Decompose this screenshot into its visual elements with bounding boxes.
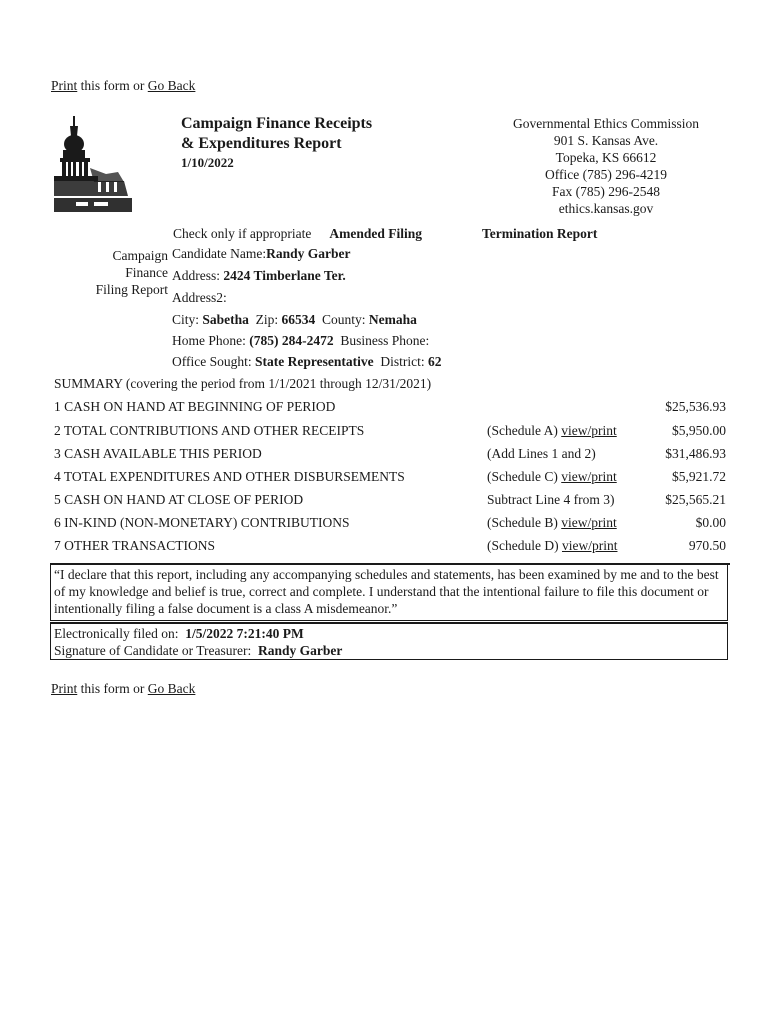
summary-row [54, 423, 730, 446]
district-value: 62 [427, 354, 442, 369]
report-title: Campaign Finance Receipts [181, 115, 373, 132]
filing-check-row [173, 226, 422, 242]
summary-row-label: 3 CASH AVAILABLE THIS PERIOD [54, 446, 262, 461]
summary-row-label: 7 OTHER TRANSACTIONS [54, 538, 216, 553]
candidate-name: Randy Garber [266, 246, 351, 261]
summary-row-schedule [487, 423, 617, 439]
summary-row-label: 5 CASH ON HAND AT CLOSE OF PERIOD [54, 492, 304, 507]
agency-line: Office (785) 296-4219 [545, 167, 667, 182]
summary-row-amount: $25,565.21 [665, 492, 726, 507]
go-back-link[interactable]: Go Back [147, 681, 196, 696]
agency-line: 901 S. Kansas Ave. [553, 133, 659, 148]
summary-row [54, 538, 730, 561]
signature-label: Signature of Candidate or Treasurer: [54, 643, 258, 658]
signature-value: Randy Garber [257, 643, 343, 658]
schedule-text: (Schedule A) [487, 423, 562, 438]
schedule-text: (Schedule C) [487, 469, 562, 484]
filed-on-row [54, 625, 724, 642]
filing-report-line: Finance [125, 265, 168, 280]
business-phone-label: Business Phone: [333, 333, 430, 348]
summary-row-amount: $5,921.72 [672, 469, 726, 484]
summary-row [54, 446, 730, 469]
schedule-b-view-print-link[interactable]: view/print [561, 515, 617, 530]
summary-row-amount: $25,536.93 [665, 399, 726, 414]
termination-report-label: Termination Report [482, 226, 598, 241]
office-value: State Representative [255, 354, 374, 369]
city-value: Sabetha [202, 312, 249, 327]
summary-row-schedule [487, 538, 617, 554]
summary-row [54, 469, 730, 492]
report-title-block [181, 114, 372, 171]
address-row [172, 268, 346, 284]
home-phone-value: (785) 284-2472 [249, 333, 334, 348]
check-instruction: Check only if appropriate [173, 226, 312, 241]
declaration-top-rule [50, 563, 730, 565]
schedule-d-view-print-link[interactable]: view/print [561, 538, 618, 553]
kansas-capitol-seal-icon [54, 116, 134, 214]
agency-line: Topeka, KS 66612 [555, 150, 657, 165]
filed-on-value: 1/5/2022 7:21:40 PM [185, 626, 304, 641]
agency-address [480, 115, 732, 217]
address2-row [172, 290, 227, 306]
report-date: 1/10/2022 [181, 155, 234, 170]
signature-box [50, 622, 728, 660]
summary-row-label: 6 IN-KIND (NON-MONETARY) CONTRIBUTIONS [54, 515, 350, 530]
summary-row [54, 399, 730, 422]
summary-row-amount: $5,950.00 [672, 423, 726, 438]
amended-filing-label: Amended Filing [329, 226, 422, 241]
schedule-a-view-print-link[interactable]: view/print [561, 423, 617, 438]
address2-label: Address2: [172, 290, 227, 305]
county-value: Nemaha [368, 312, 417, 327]
address-value: 2424 Timberlane Ter. [223, 268, 346, 283]
filing-report-line: Filing Report [95, 282, 168, 297]
summary-row [54, 492, 730, 515]
go-back-link[interactable]: Go Back [147, 78, 196, 93]
summary-row-amount: $0.00 [695, 515, 726, 530]
zip-value: 66534 [281, 312, 316, 327]
agency-line: Fax (785) 296-2548 [552, 184, 660, 199]
summary-heading: SUMMARY (covering the period from 1/1/2021 through 12/31/2021) [54, 376, 432, 391]
summary-row-schedule: Subtract Line 4 from 3) [487, 492, 615, 507]
schedule-text: (Schedule D) [487, 538, 562, 553]
bottom-nav [51, 681, 195, 697]
summary-row [54, 515, 730, 538]
summary-row-amount: $31,486.93 [665, 446, 726, 461]
summary-row-label: 2 TOTAL CONTRIBUTIONS AND OTHER RECEIPTS [54, 423, 365, 438]
summary-row-label: 4 TOTAL EXPENDITURES AND OTHER DISBURSEMENTS [54, 469, 405, 484]
office-label: Office Sought: [172, 354, 255, 369]
schedule-c-view-print-link[interactable]: view/print [561, 469, 617, 484]
summary-row-label: 1 CASH ON HAND AT BEGINNING OF PERIOD [54, 399, 336, 414]
print-link[interactable]: Print [51, 681, 78, 696]
filed-on-label: Electronically filed on: [54, 626, 186, 641]
zip-label: Zip: [248, 312, 282, 327]
district-label: District: [373, 354, 428, 369]
summary-row-schedule [487, 515, 617, 531]
phone-row [172, 333, 429, 349]
address-label: Address: [172, 268, 224, 283]
declaration-box [50, 563, 728, 621]
city-label: City: [172, 312, 203, 327]
declaration-text: “I declare that this report, including any accompanying schedules and statements, has been examined by me and to the best of my knowledge and belief is true, correct and complete. I understand that the intentional failure to file this document or intentionally filing a false document is a class A misdemeanor.” [54, 567, 719, 616]
city-row [172, 312, 417, 328]
candidate-name-row [172, 246, 350, 262]
report-subtitle: & Expenditures Report [181, 135, 342, 152]
top-nav [51, 78, 195, 94]
nav-text: this form or [77, 78, 148, 93]
summary-row-amount: 970.50 [688, 538, 726, 553]
signature-row [54, 642, 724, 659]
nav-text: this form or [77, 681, 148, 696]
filing-report-label [80, 247, 168, 298]
home-phone-label: Home Phone: [172, 333, 250, 348]
office-row [172, 354, 441, 370]
filing-report-line: Campaign [112, 248, 168, 263]
summary-row-schedule: (Add Lines 1 and 2) [487, 446, 596, 461]
agency-line: Governmental Ethics Commission [513, 116, 699, 131]
county-label: County: [315, 312, 369, 327]
schedule-text: (Schedule B) [487, 515, 562, 530]
print-link[interactable]: Print [51, 78, 78, 93]
agency-line: ethics.kansas.gov [558, 201, 654, 216]
summary-row-schedule [487, 469, 617, 485]
candidate-name-label: Candidate Name: [172, 246, 267, 261]
